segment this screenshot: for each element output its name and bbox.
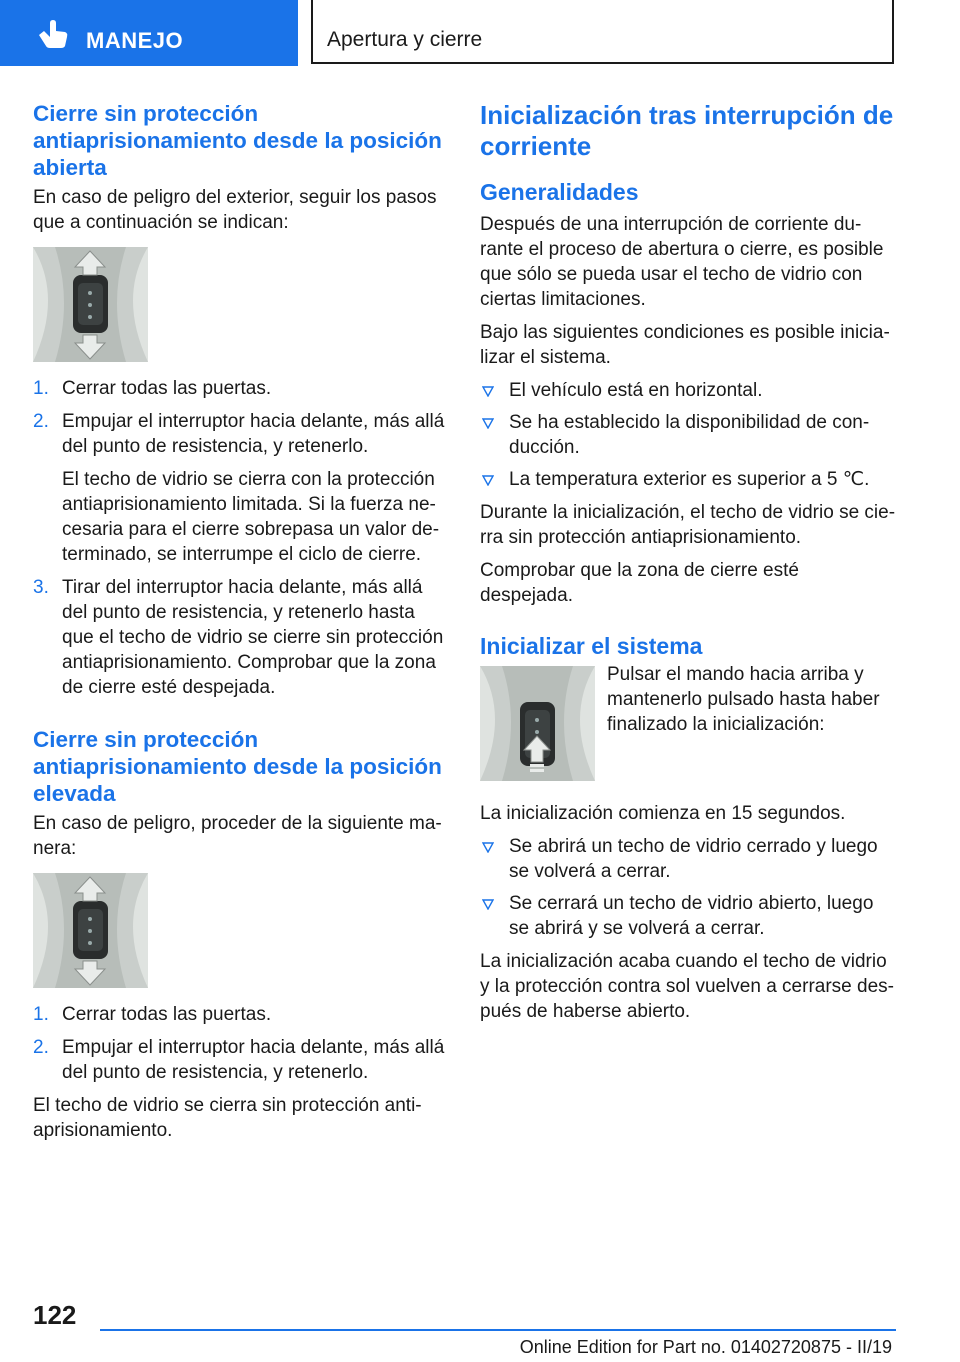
list-item: Se cerrará un techo de vidrio abierto, luego se abrirá y se volverá a cerrar.: [480, 891, 896, 941]
switch-push-up-image: [480, 666, 595, 781]
init-instruction-block: [480, 666, 896, 781]
edition-note: Online Edition for Part no. 01402720875 - II/19: [519, 1337, 892, 1357]
step-note: El techo de vidrio se cierra con la protección antiaprisionamiento limitada. Si la fuerza ne-cesaria para el cierre sobrepasa un valor de-terminado, se interrumpe el ciclo de cierre.: [62, 469, 440, 565]
chapter-label: MANEJO: [86, 28, 184, 53]
init-system-heading: Inicializar el sistema: [480, 633, 703, 659]
triangle-bullet-icon: [482, 899, 494, 910]
general-p1: Después de una interrupción de corriente du-rante el proceso de abertura o cierre, es posible que sólo se pueda usar el techo de vidrio con ciertas limitaciones.: [480, 214, 884, 310]
init-instruction: Pulsar el mando hacia arriba y mantenerlo pulsado hasta haber finalizado la inicialización:: [607, 664, 880, 735]
general-p2: Bajo las siguientes condiciones es posible inicia-lizar el sistema.: [480, 322, 890, 368]
triangle-bullet-icon: [482, 386, 494, 397]
block2-steps: [33, 1002, 448, 1085]
triangle-bullet-icon: [482, 842, 494, 853]
conditions-list: [480, 378, 896, 492]
general-heading: Generalidades: [480, 179, 639, 205]
triangle-bullet-icon: [482, 475, 494, 486]
triangle-bullet-icon: [482, 418, 494, 429]
block1-heading: Cierre sin protección antiaprisionamiento desde la posición abierta: [33, 101, 442, 180]
section-header: [311, 0, 894, 64]
general-p4: Comprobar que la zona de cierre esté despejada.: [480, 560, 799, 606]
general-p3: Durante la inicialización, el techo de vidrio se cie-rra sin protección antiaprisionamiento.: [480, 502, 896, 548]
list-item: 1. Cerrar todas las puertas.: [33, 378, 272, 399]
block2-intro: En caso de peligro, proceder de la siguiente ma-nera:: [33, 813, 442, 859]
chapter-tab: [0, 0, 298, 66]
init-p2: La inicialización acaba cuando el techo de vidrio y la protección contra sol vuelven a cerrarse des-pués de haberse abierto.: [480, 951, 894, 1022]
list-item: El vehículo está en horizontal.: [480, 378, 896, 403]
init-p1: La inicialización comienza en 15 segundos.: [480, 803, 846, 824]
list-item: Se ha establecido la disponibilidad de con-ducción.: [480, 410, 896, 460]
switch-push-forward-image: [33, 247, 148, 362]
list-item: 1. Cerrar todas las puertas.: [33, 1004, 272, 1025]
init-heading: Inicialización tras interrupción de corriente: [480, 100, 894, 161]
left-column: [33, 100, 448, 1151]
list-item: 2. Empujar el interruptor hacia delante, más allá del punto de resistencia, y retenerlo. El techo de vidrio se cierra con la protección antiaprisionamiento limitada. Si la fuerza ne-cesaria para el cierre sobrepasa un valor de-terminado, se interrumpe el ciclo de cierre.: [33, 409, 448, 567]
page-number: 122: [33, 1300, 77, 1330]
init-cases-list: [480, 834, 896, 941]
list-item: 3. Tirar del interruptor hacia delante, más allá del punto de resistencia, y retenerlo hasta que el techo de vidrio se cierre sin protección antiaprisionamiento. Comprobar que la zona de cierre esté despejada.: [33, 577, 444, 698]
block2-heading: Cierre sin protección antiaprisionamiento desde la posición elevada: [33, 727, 442, 806]
right-column: [480, 100, 896, 1032]
hand-pointer-icon: [36, 19, 70, 49]
list-item: Se abrirá un techo de vidrio cerrado y luego se volverá a cerrar.: [480, 834, 896, 884]
footer-divider: [100, 1329, 896, 1331]
switch-push-forward-image-2: [33, 873, 148, 988]
section-title: Apertura y cierre: [327, 28, 483, 51]
block1-steps: [33, 376, 448, 700]
block1-intro: En caso de peligro del exterior, seguir los pasos que a continuación se indican:: [33, 187, 437, 233]
list-item: La temperatura exterior es superior a 5 ℃.: [480, 467, 896, 492]
block2-outro: El techo de vidrio se cierra sin protección anti-aprisionamiento.: [33, 1095, 422, 1141]
list-item: 2. Empujar el interruptor hacia delante, más allá del punto de resistencia, y retenerlo.: [33, 1037, 445, 1083]
